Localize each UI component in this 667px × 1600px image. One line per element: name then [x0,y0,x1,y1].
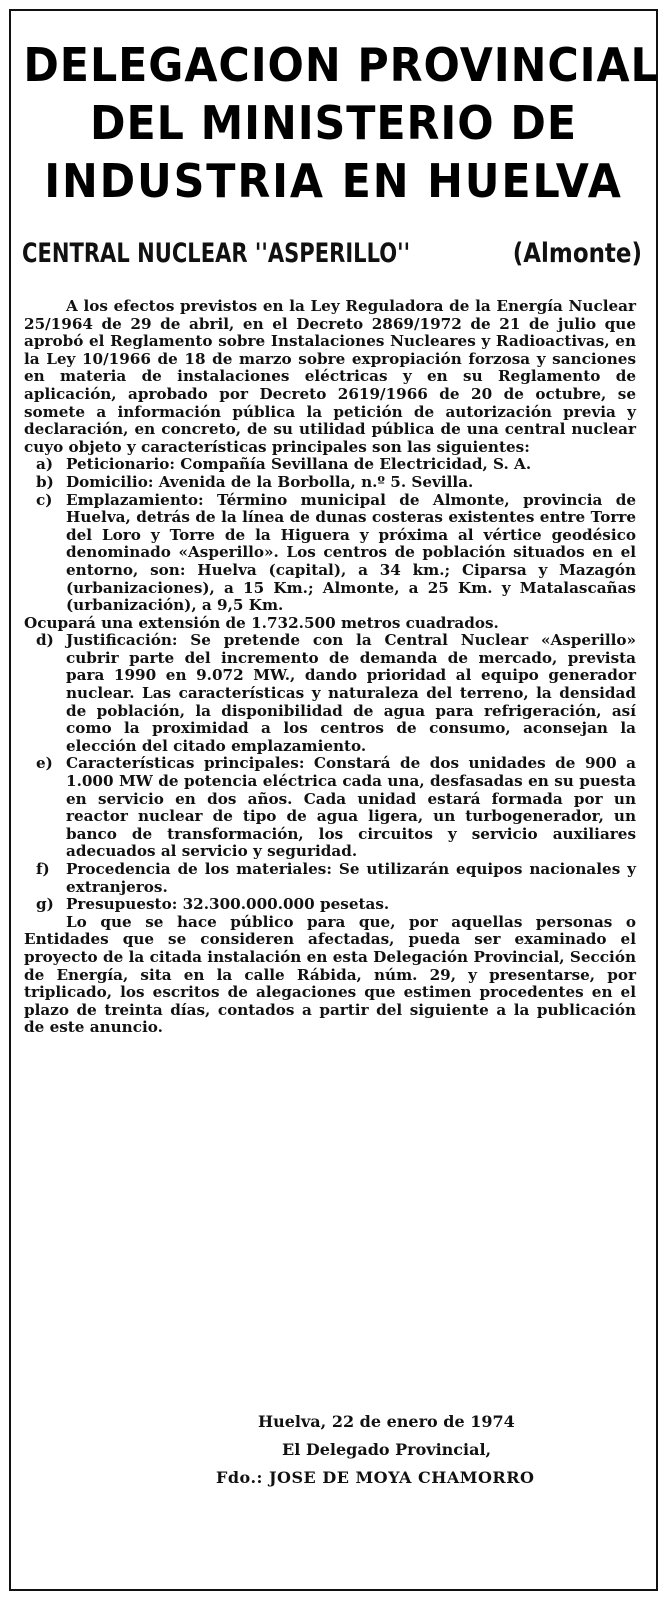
item-text: Peticionario: Compañía Sevillana de Electricidad, S. A. [66,455,532,474]
signature-name: Fdo.: JOSE DE MOYA CHAMORRO [216,1468,535,1487]
heading-line-3: INDUSTRIA EN HUELVA [44,154,623,208]
item-text: Presupuesto: 32.300.000.000 pesetas. [66,895,390,914]
list-item [24,474,636,492]
heading-line-2: DEL MINISTERIO DE [89,96,577,150]
item-label: g) [36,895,54,914]
item-label: e) [36,754,53,773]
item-label: f) [36,860,50,878]
signature-role: El Delegado Provincial, [282,1440,492,1459]
signature-block [200,1408,600,1492]
item-text: Justificación: Se pretende con la Central Nuclear «Asperillo» cubrir parte del incremento de demanda de mercado, prevista para 1990 en 9.072 MW., dando prioridad al equipo generador nuclear. Las características y naturaleza del terreno, la densidad de población, la disponibilidad de agua para refrigeración, así como la proximidad a los centros de consumo, aconsejan la elección del citado emplazamiento. [66,631,636,755]
item-label: d) [36,631,54,650]
item-extra-text: Ocupará una extensión de 1.732.500 metros cuadrados. [24,613,499,632]
list-item [24,896,636,914]
list-item [24,755,636,861]
list-item [24,456,636,474]
list-item [24,632,636,755]
item-label: b) [36,472,54,491]
subheading [22,232,642,282]
item-text: Características principales: Constará de dos unidades de 900 a 1.000 MW de potencia eléctrica cada una, desfasadas en su puesta en servicio en dos años. Cada unidad estará formada por un reactor nuclear de tipo de agua ligera, un turbogenerador, un banco de transformación, los circuitos y servicio auxiliares adecuados al servicio y seguridad. [66,754,636,861]
heading-line-1: DELEGACION PROVINCIAL [23,38,659,92]
list-item [24,861,636,896]
item-label: c) [36,490,53,509]
signature-date: Huelva, 22 de enero de 1974 [258,1412,515,1431]
subheading-plant-name: CENTRAL NUCLEAR ''ASPERILLO'' [22,238,411,269]
closing-paragraph: Lo que se hace público para que, por aquellas personas o Entidades que se consideren afectadas, pueda ser examinado el proyecto de la citada instalación en esta Delegación Provincial, Sección de Energía, sita en la calle Rábida, núm. 29, y presentarse, por triplicado, los escritos de alegaciones que estimen procedentes en el plazo de treinta días, contados a partir del siguiente a la publicación de este anuncio. [24,912,636,1037]
item-label: a) [36,455,54,474]
intro-paragraph: A los efectos previstos en la Ley Reguladora de la Energía Nuclear 25/1964 de 29 de abril, en el Decreto 2869/1972 de 21 de julio que aprobó el Reglamento sobre Instalaciones Nucleares y Radioactivas, en la Ley 10/1966 de 18 de marzo sobre expropiación forzosa y sanciones en materia de instalaciones eléctricas y en su Reglamento de aplicación, aprobado por Decreto 2619/1966 de 20 de octubre, se somete a información pública la petición de autorización previa y declaración, en concreto, de su utilidad pública de una central nuclear cuyo objeto y características principales son las siguientes: [24,297,636,456]
item-text: Emplazamiento: Término municipal de Almonte, provincia de Huelva, detrás de la línea de dunas costeras existentes entre Torre del Loro y Torre de la Higuera y próxima al vértice geodésico denominado «Asperillo». Los centros de población situados en el entorno, son: Huelva (capital), a 34 km.; Ciparsa y Mazagón (urbanizaciones), a 15 Km.; Almonte, a 25 Km. y Matalascañas (urbanización), a 9,5 Km. [66,490,636,615]
notice-body [24,298,636,1037]
item-text: Domicilio: Avenida de la Borbolla, n.º 5. Sevilla. [66,472,474,491]
subheading-location: (Almonte) [512,238,642,269]
item-text: Procedencia de los materiales: Se utilizarán equipos nacionales y extranjeros. [66,860,636,896]
list-item [24,492,636,615]
